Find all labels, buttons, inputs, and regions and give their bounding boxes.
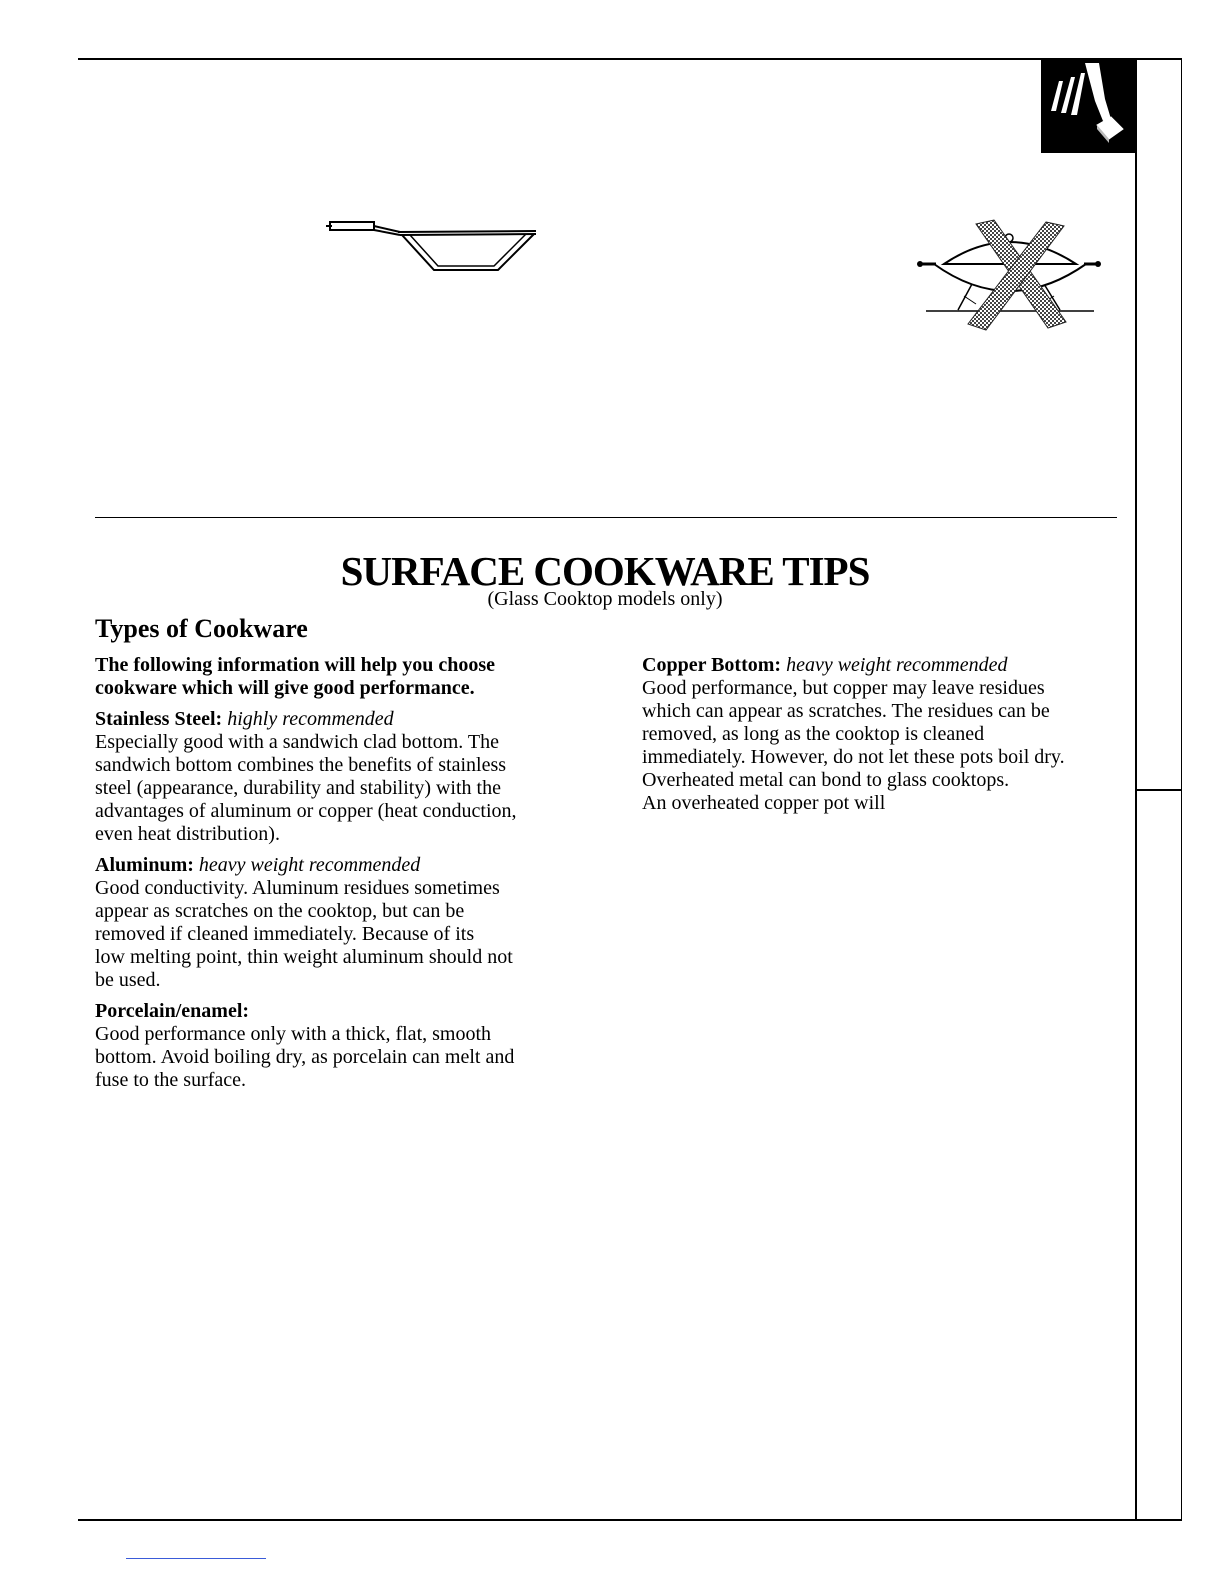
- entry-text-line: low melting point, thin weight aluminum should not: [95, 946, 513, 968]
- entry-text-line: even heat distribution).: [95, 823, 280, 845]
- entry-label: Aluminum:: [95, 854, 194, 876]
- intro-paragraph: [95, 654, 565, 700]
- entry-recommendation: heavy weight recommended: [198, 854, 421, 876]
- entry-text-line: removed if cleaned immediately. Because of its: [95, 923, 475, 945]
- entry-label: Porcelain/enamel:: [95, 1000, 250, 1022]
- intro-line: cookware which will give good performance.: [95, 677, 475, 699]
- wok-not-recommended-icon: [914, 218, 1104, 334]
- right-column: [642, 654, 1112, 823]
- entry-recommendation: heavy weight recommended: [786, 654, 1008, 676]
- skillet-pan-icon: [322, 214, 542, 274]
- entry-text-line: Good performance only with a thick, flat, smooth: [95, 1023, 492, 1045]
- entry-recommendation: highly recommended: [227, 708, 394, 730]
- left-column: [95, 654, 565, 1100]
- footer-link-underline[interactable]: [126, 1558, 266, 1559]
- entry-text-line: bottom. Avoid boiling dry, as porcelain can melt and: [95, 1046, 515, 1068]
- hand-pointing-icon: [1041, 59, 1135, 153]
- corner-badge: [1041, 59, 1135, 153]
- page-title: SURFACE COOKWARE TIPS: [340, 548, 870, 594]
- top-rule: [78, 58, 1182, 60]
- entry-text-line: Good conductivity. Aluminum residues sometimes: [95, 877, 500, 899]
- entry-label: Stainless Steel:: [95, 708, 223, 730]
- entry-copper-bottom: [642, 654, 1112, 815]
- entry-text-line: fuse to the surface.: [95, 1069, 247, 1091]
- wok-illustration: [914, 218, 1104, 334]
- entry-stainless-steel: [95, 708, 565, 846]
- entry-text-line: Especially good with a sandwich clad bottom. The: [95, 731, 499, 753]
- skillet-illustration: [322, 214, 542, 274]
- section-divider: [95, 517, 1117, 518]
- entry-porcelain-enamel: [95, 1000, 565, 1092]
- entry-text-line: which can appear as scratches. The residues can be: [642, 700, 1050, 722]
- entry-text-line: steel (appearance, durability and stability) with the: [95, 777, 501, 799]
- entry-text-line: sandwich bottom combines the benefits of stainless: [95, 754, 507, 776]
- page-subtitle: (Glass Cooktop models only): [487, 588, 723, 610]
- entry-text-line: An overheated copper pot will: [642, 792, 886, 814]
- entry-aluminum: [95, 854, 565, 992]
- entry-text-line: be used.: [95, 969, 161, 991]
- entry-text-line: appear as scratches on the cooktop, but can be: [95, 900, 465, 922]
- side-tab-divider: [1136, 789, 1182, 791]
- entry-text-line: advantages of aluminum or copper (heat conduction,: [95, 800, 517, 822]
- section-heading: Types of Cookware: [95, 614, 308, 643]
- bottom-rule: [78, 1519, 1182, 1521]
- entry-text-line: removed, as long as the cooktop is cleaned: [642, 723, 985, 745]
- entry-text-line: immediately. However, do not let these pots boil dry.: [642, 746, 1065, 768]
- entry-label: Copper Bottom:: [642, 654, 782, 676]
- entry-text-line: Overheated metal can bond to glass cooktops.: [642, 769, 1010, 791]
- intro-line: The following information will help you choose: [95, 654, 496, 676]
- entry-text-line: Good performance, but copper may leave residues: [642, 677, 1045, 699]
